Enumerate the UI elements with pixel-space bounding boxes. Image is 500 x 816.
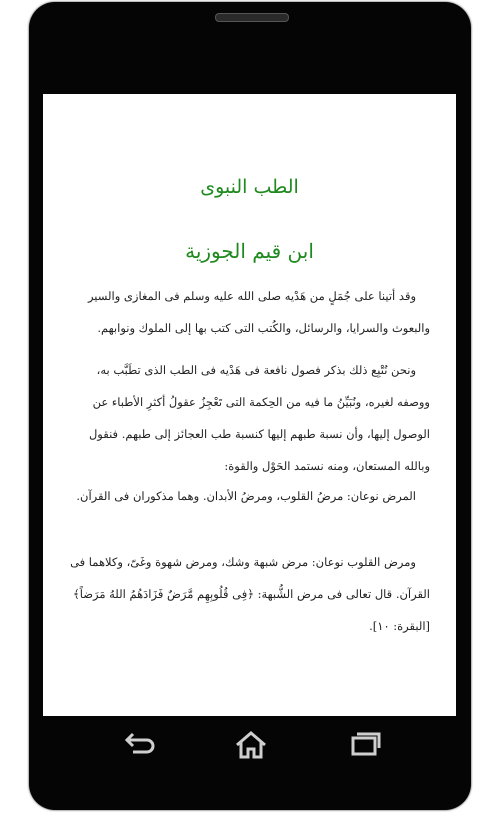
paragraph-2 — [70, 354, 430, 482]
paragraph-text: وقد أتينا على جُمَلٍ من هَدْيه صلى الله عليه وسلم فى المغازى والسير والبعوث والسرايا، والرسائل، والكُتب التى كتب بها إلى الملوك ونوابهم. — [87, 289, 430, 335]
paragraph-text: المرض نوعان: مرضُ القلوب، ومرضُ الأبدان. وهما مذكوران فى القرآن. — [76, 489, 416, 503]
paragraph-3 — [70, 480, 430, 512]
book-author: ابن قيم الجوزية — [185, 239, 314, 263]
navigation-bar — [43, 720, 456, 780]
phone-frame — [29, 2, 471, 810]
back-arrow-icon — [119, 730, 159, 760]
recent-apps-icon — [345, 730, 385, 760]
home-button[interactable] — [231, 730, 271, 760]
home-icon — [231, 730, 271, 760]
reader-page[interactable] — [43, 94, 456, 716]
book-title: الطب النبوى — [200, 176, 299, 198]
paragraph-text: ونحن نُتْبِع ذلك بذكر فصول نافعة فى هَدْيه فى الطب الذى تطَبَّب به، ووصفه لغيره، ونُبَيِّنُ ما فيه من الحِكمة التى تَعْجِزُ عقولُ أكثرِ الأطباء عن الوصول إليها، وأن نسبة طبهم إليها كنسبة طب العجائز إلى طبهم. فنقول وبالله المستعان، ومنه نستمد الحَوْل والقوة: — [88, 363, 430, 473]
back-button[interactable] — [119, 730, 159, 760]
speaker-grille — [215, 13, 289, 22]
paragraph-1 — [70, 280, 430, 344]
recent-apps-button[interactable] — [345, 730, 385, 760]
paragraph-text: ومرض القلوب نوعان: مرض شبهة وشك، ومرض شهوة وغَىّ، وكلاهما فى القرآن. قال تعالى فى مرض الشُّبهة: ﴿فِى قُلُوبِهِم مَّرَضٌ فَزَادَهُمُ اللهُ مَرَضاً﴾ [البقرة: ١٠]. — [70, 555, 430, 633]
paragraph-4 — [70, 546, 430, 642]
